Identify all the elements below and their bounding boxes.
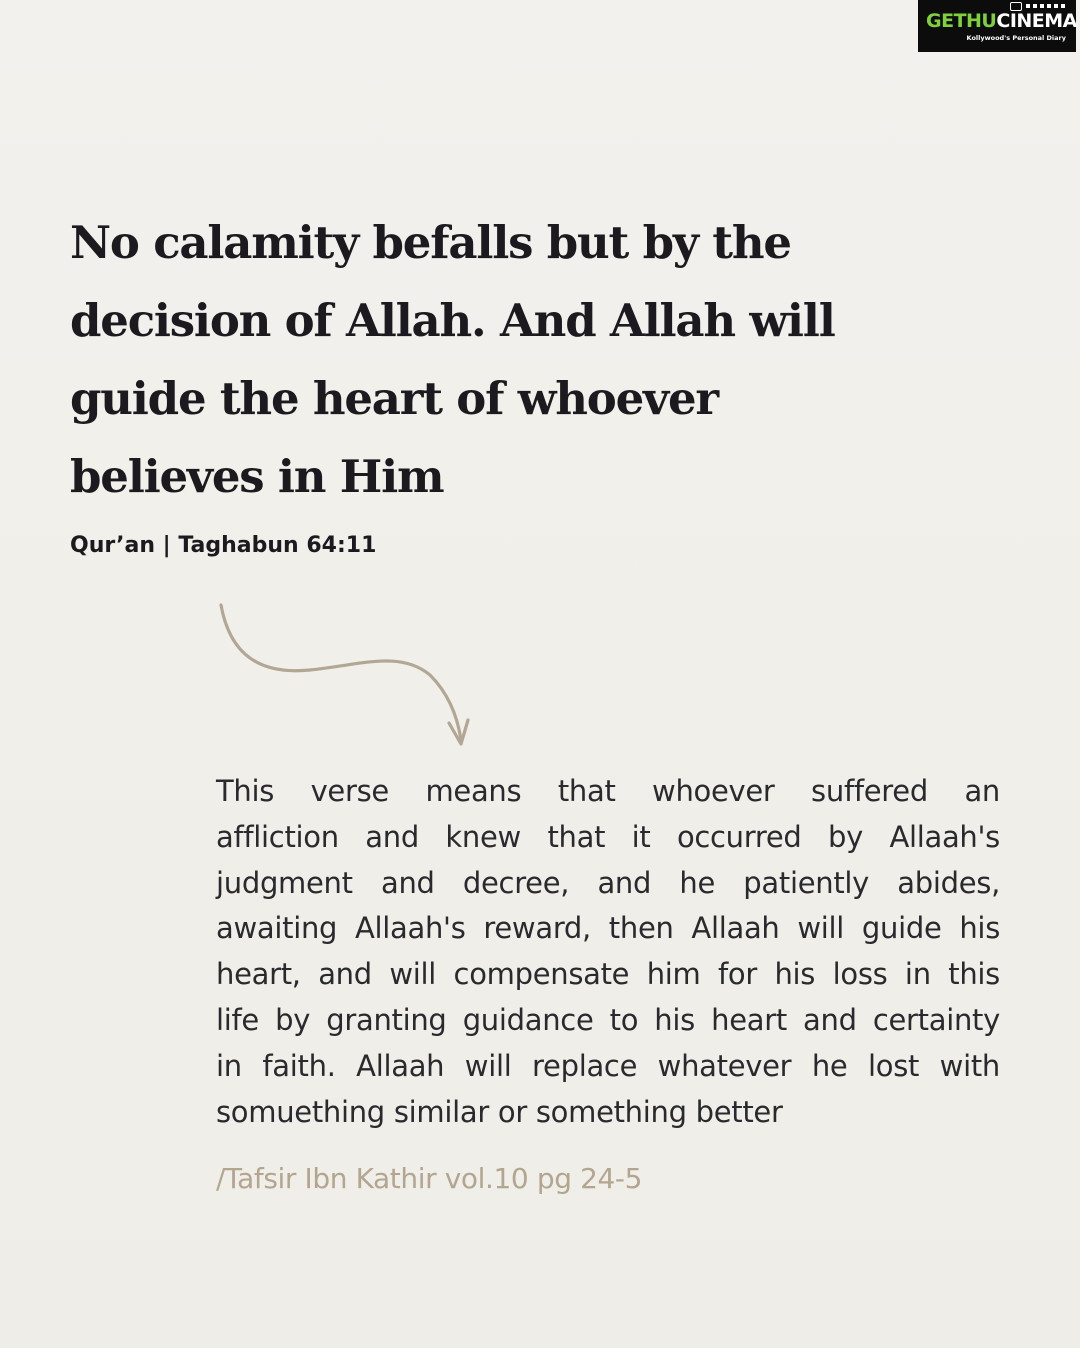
watermark-tagline: Kollywood's Personal Diary: [966, 34, 1066, 42]
headline-line: decision of Allah. And Allah will: [70, 294, 835, 347]
quote-headline: [70, 204, 890, 516]
explanation-line: judgment and decree, and he patiently abides,: [216, 865, 1000, 900]
tafsir-source: /Tafsir Ibn Kathir vol.10 pg 24-5: [216, 1162, 643, 1195]
watermark-logo: [918, 0, 1076, 52]
headline-line: believes in Him: [70, 450, 444, 503]
explanation-line: This verse means that whoever suffered an: [216, 774, 1000, 808]
headline-line: No calamity befalls but by the: [70, 216, 791, 269]
watermark-brand-part2: CINEMA: [996, 10, 1077, 32]
explanation-line: heart, and will compensate him for his loss in this: [216, 957, 1000, 992]
verse-reference: Qur’an | Taghabun 64:11: [70, 533, 377, 558]
headline-line: guide the heart of whoever: [70, 372, 718, 425]
explanation-line: somuething similar or something better: [216, 1094, 783, 1129]
explanation-line: life by granting guidance to his heart and certainty: [216, 1002, 1000, 1037]
tafsir-explanation: [216, 769, 1000, 1135]
watermark-brand-part1: GETHU: [926, 10, 997, 32]
watermark-brand: [926, 10, 1077, 32]
curved-arrow-down-icon: [200, 595, 490, 755]
explanation-line: awaiting Allaah's reward, then Allaah will guide his: [216, 911, 1000, 946]
film-strip-icon: [1026, 4, 1066, 8]
explanation-line: in faith. Allaah will replace whatever he lost with: [216, 1048, 1000, 1083]
explanation-line: affliction and knew that it occurred by Allaah's: [216, 819, 1000, 854]
